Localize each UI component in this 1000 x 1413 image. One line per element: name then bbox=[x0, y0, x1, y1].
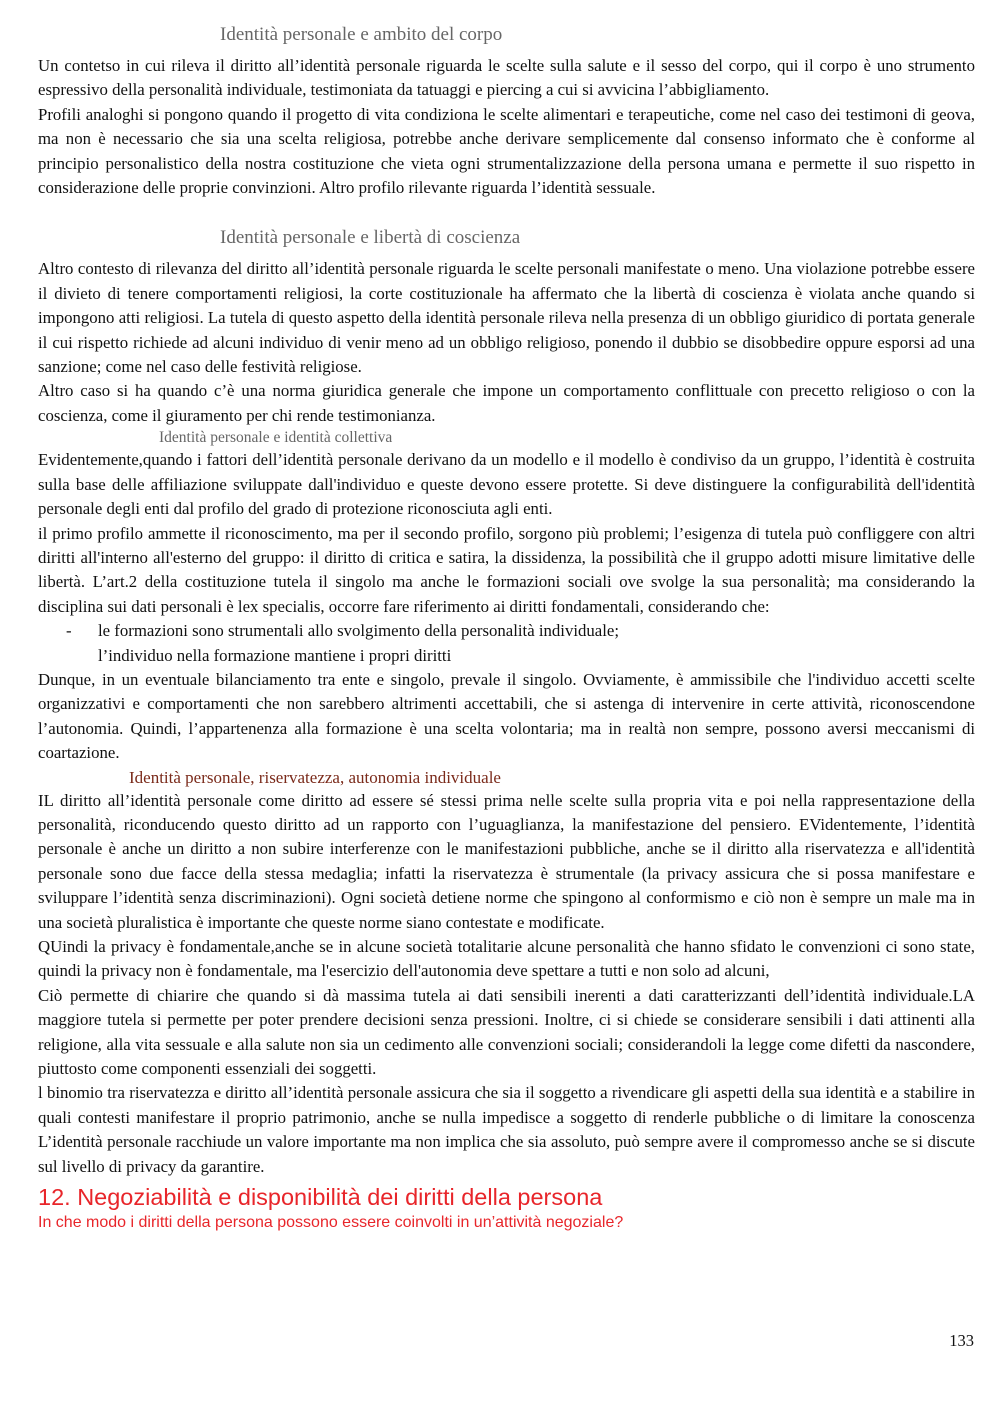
section-title-riservatezza: Identità personale, riservatezza, autonomia individuale bbox=[129, 767, 501, 787]
section-title-identita-collettiva: Identità personale e identità collettiva bbox=[159, 429, 393, 447]
paragraph: il primo profilo ammette il riconoscimento, ma per il secondo profilo, sorgono più problemi; l’esigenza di tutela può confliggere con altri diritti all'interno all'esterno del gruppo: il diritto di critica e satira, la dissidenza, la possibilità che il gruppo adotti misure limitative delle libertà. L’art.2 della costituzione tutela il singolo ma anche le formazioni sociali ove svolge la sua personalità; ma considerando la disciplina sui dati personali è lex specialis, occorre fare riferimento ai diritti fondamentali, considerando che: bbox=[38, 523, 975, 616]
list-item bbox=[38, 644, 975, 668]
dash-bullet: - bbox=[66, 621, 72, 641]
paragraph: Profili analoghi si pongono quando il progetto di vita condiziona le scelte alimentari e terapeutiche, come nel caso dei testimoni di geova, ma non è necessario che sia una scelta religiosa, potrebbe anche derivare semplicemente dal consenso informato che è conforme al principio personalistico della nostra costituzione che vieta ogni strumentalizzazione della persona umana e permette il suo rispetto in considerazione delle proprie convinzioni. Altro profilo rilevante riguarda l’identità sessuale. bbox=[38, 104, 975, 198]
paragraph: Dunque, in un eventuale bilanciamento tra ente e singolo, prevale il singolo. Ovviamente, è ammissibile che l'individuo accetti scelte organizzativi e comportamenti che non sarebbero altrimenti accettabili, che si astenga di intervenire in certe attività, riconoscendone l’autonomia. Quindi, l’appartenenza alla formazione è una scelta volontaria; ma in realtà non sempre, possono aversi meccanismi di coartazione. bbox=[38, 669, 975, 763]
paragraph: l binomio tra riservatezza e diritto all’identità personale assicura che sia il soggetto a rivendicare gli aspetti della sua identità e a stabilire in quali contesti manifestare il proprio patrimonio, anche se nulla impedisce a soggetto di renderle pubbliche o di limitare la conoscenza L’identità personale racchiude un valore importante ma non implica che sia assoluto, può sempre avere il compromesso anche se si discute sul livello di privacy da garantire. bbox=[38, 1083, 975, 1176]
section-title-corpo: Identità personale e ambito del corpo bbox=[220, 24, 503, 45]
paragraph: Ciò permette di chiarire che quando si dà massima tutela ai dati sensibili inerenti a dati caratterizzanti dell’identità individuale.LA maggiore tutela si permette per poter prendere decisioni senza pressioni. Inoltre, ci si chiede se considerare sensibili i dati attinenti alla religione, alla vita sessuale e alla salute non sia un cedimento alle convenzioni sociali; considerandoli la legge come difetti da nascondere, piuttosto come componenti essenziali dei soggetti. bbox=[38, 985, 975, 1079]
bullet-list bbox=[38, 619, 975, 668]
list-item-text: le formazioni sono strumentali allo svolgimento della personalità individuale; bbox=[98, 621, 620, 641]
paragraph: Altro caso si ha quando c’è una norma giuridica generale che impone un comportamento conflittuale con precetto religioso o con la coscienza, come il giuramento per chi rende testimonianza. bbox=[38, 381, 975, 425]
page-number: 133 bbox=[949, 1331, 974, 1350]
chapter-heading: 12. Negoziabilità e disponibilità dei diritti della persona bbox=[38, 1184, 603, 1211]
paragraph: Evidentemente,quando i fattori dell’identità personale derivano da un modello e il modello è condiviso da un gruppo, l’identità è costruita sulla base delle affiliazione sviluppate dall'individuo e queste devono essere protette. Si deve distinguere la configurabilità dell'identità personale degli enti dal profilo del grado di protezione riconosciuta agli enti. bbox=[38, 450, 975, 519]
paragraph: IL diritto all’identità personale come diritto ad essere sé stessi prima nelle scelte sulla propria vita e poi nella rappresentazione della personalità, riconducendo questo diritto ad un rapporto con l’uguaglianza, la manifestazione del pensiero. EVidentemente, l’identità personale è anche un diritto a non subire interferenze con le manifestazioni pubbliche, anche se il diritto alla riservatezza e all'identità personale sono due facce della stessa medaglia; infatti la riservatezza è strumentale (la privacy assicura che si possa manifestare e sviluppare l’identità senza discriminazioni). Ogni società detiene norme che spingono al conformismo e ciò non è sempre un male ma in una società pluralistica è importante che queste norme siano contestate e modificate. bbox=[38, 790, 975, 932]
paragraph: QUindi la privacy è fondamentale,anche se in alcune società totalitarie alcune personalità che hanno sfidato le convenzioni ci sono state, quindi la privacy non è fondamentale, ma l'esercizio dell'autonomia deve spettare a tutti e non solo ad alcuni, bbox=[38, 937, 975, 981]
section-title-coscienza: Identità personale e libertà di coscienza bbox=[220, 227, 521, 249]
list-item bbox=[38, 619, 975, 643]
paragraph: Un contetso in cui rileva il diritto all’identità personale riguarda le scelte sulla salute e il sesso del corpo, qui il corpo è uno strumento espressivo della personalità individuale, testimoniata da tatuaggi e piercing a cui si avvicina l’abbigliamento. bbox=[38, 56, 975, 100]
chapter-question: In che modo i diritti della persona possono essere coinvolti in un’attività negoziale? bbox=[38, 1214, 624, 1232]
paragraph: Altro contesto di rilevanza del diritto all’identità personale riguarda le scelte personali manifestate o meno. Una violazione potrebbe essere il divieto di tenere comportamenti religiosi, la corte costituzionale ha affermato che la libertà di coscienza è violata anche quando si impongono atti religiosi. La tutela di questo aspetto della identità personale rileva nella presenza di un obbligo giuridico di portata generale il cui rispetto richiede ad alcuni individuo di venir meno ad un obbligo religioso, ponendo il dubbio se disobbedire oppure esporsi ad una sanzione; come nel caso delle festività religiose. bbox=[38, 259, 975, 377]
list-item-text: l’individuo nella formazione mantiene i propri diritti bbox=[98, 645, 452, 665]
document-page bbox=[38, 22, 975, 1234]
